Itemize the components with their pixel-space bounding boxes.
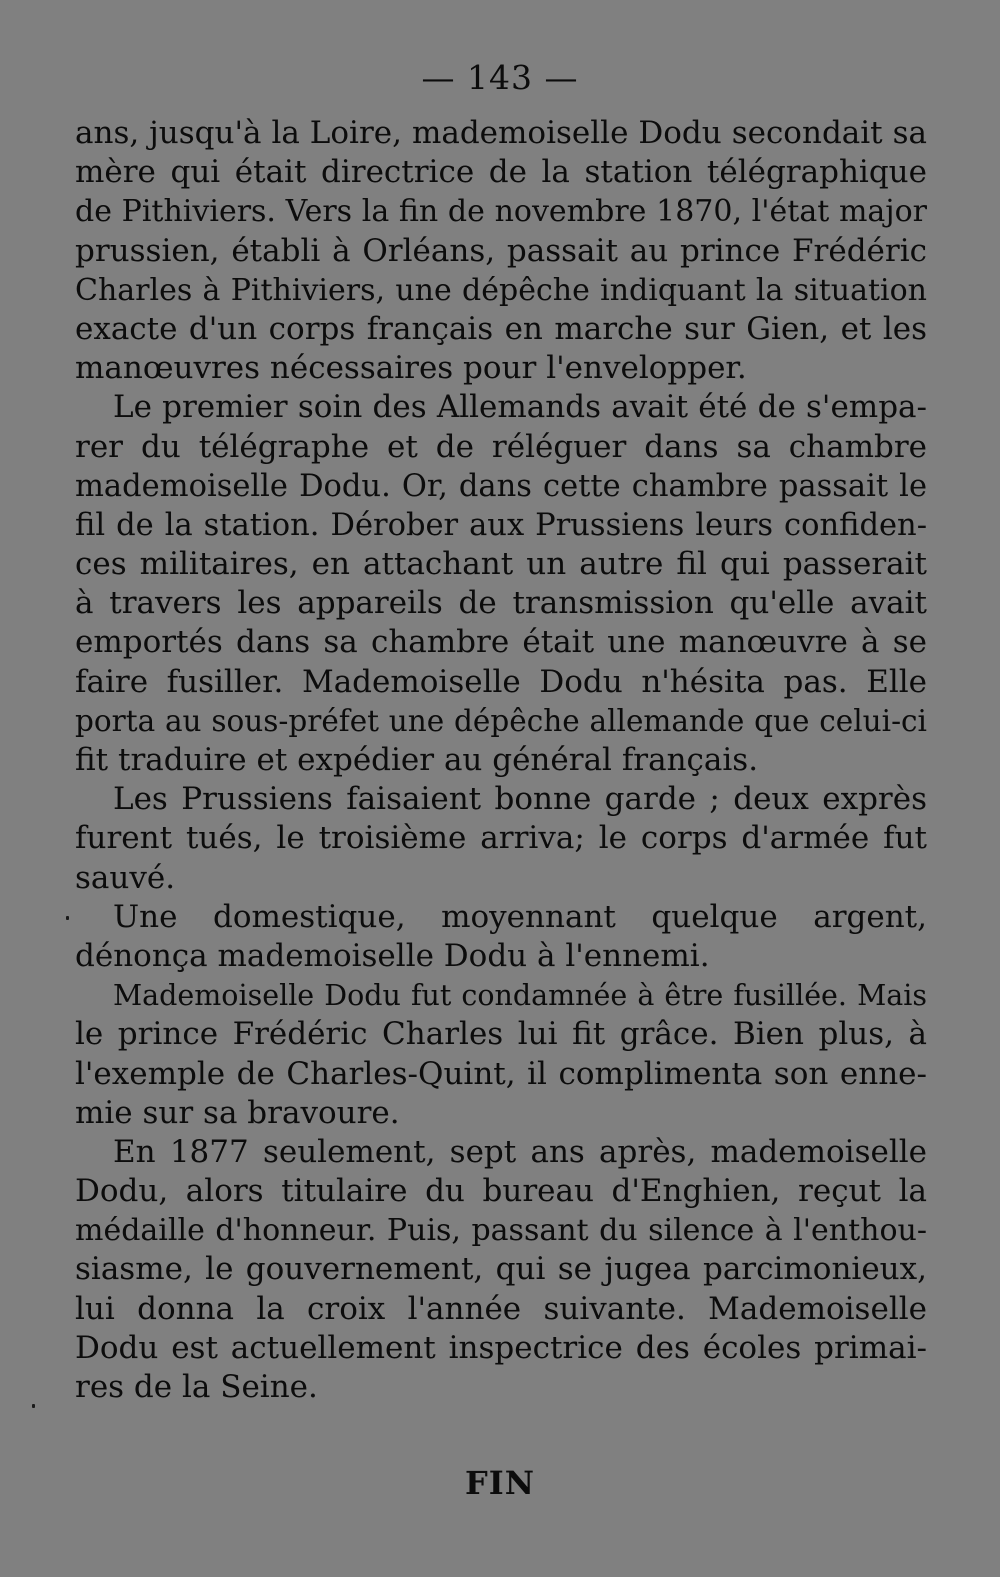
text-line: Le premier soin des Allemands avait été de s'empa- [113,389,927,426]
text-line: manœuvres nécessaires pour l'envelopper. [75,350,747,387]
text-line: Charles à Pithiviers, une dépêche indiquant la situation [75,272,927,308]
page-number: — 143 — [421,58,579,97]
text-line: fil de la station. Dérober aux Prussiens leurs confiden- [75,507,927,543]
text-line: dénonça mademoiselle Dodu à l'ennemi. [75,937,710,974]
text-line: ces militaires, en attachant un autre fil qui passerait [75,546,927,583]
text-line: le prince Frédéric Charles lui fit grâce. Bien plus, à [75,1016,927,1053]
text-line: furent tués, le troisième arriva; le corps d'armée fut [75,820,927,857]
text-line: l'exemple de Charles-Quint, il complimenta son enne- [75,1055,927,1092]
text-line: ans, jusqu'à la Loire, mademoiselle Dodu secondait sa [75,115,927,151]
print-speck [66,916,69,920]
body-text [75,114,927,1407]
text-line: mère qui était directrice de la station télégraphique [75,154,927,191]
end-mark: FIN [465,1464,535,1502]
text-line: mie sur sa bravoure. [75,1094,400,1131]
text-line: lui donna la croix l'année suivante. Mademoiselle [75,1290,927,1327]
text-line: exacte d'un corps français en marche sur Gien, et les [75,310,927,347]
print-speck [32,1404,35,1408]
text-line: sauvé. [75,859,176,896]
text-line: faire fusiller. Mademoiselle Dodu n'hésita pas. Elle [75,663,927,700]
text-line: Une domestique, moyennant quelque argent, [113,898,927,935]
text-line: prussien, établi à Orléans, passait au prince Frédéric [75,232,927,269]
text-line: à travers les appareils de transmission qu'elle avait [75,585,927,622]
text-line: fit traduire et expédier au général français. [75,742,759,778]
text-line: de Pithiviers. Vers la fin de novembre 1870, l'état major [75,194,927,230]
text-line: mademoiselle Dodu. Or, dans cette chambre passait le [75,468,927,504]
text-line: Dodu, alors titulaire du bureau d'Enghien, reçut la [75,1173,927,1210]
text-line: emportés dans sa chambre était une manœuvre à se [75,624,927,661]
text-line: siasme, le gouvernement, qui se jugea parcimonieux, [75,1251,927,1288]
text-line: Les Prussiens faisaient bonne garde ; deux exprès [113,781,927,818]
text-line: porta au sous-préfet une dépêche allemande que celui-ci [75,703,927,738]
text-line: res de la Seine. [75,1369,318,1405]
text-line: médaille d'honneur. Puis, passant du silence à l'enthou- [75,1213,927,1249]
text-line: En 1877 seulement, sept ans après, mademoiselle [113,1133,927,1170]
text-line: rer du télégraphe et de réléguer dans sa chambre [75,428,927,465]
text-line: Mademoiselle Dodu fut condamnée à être fusillée. Mais [113,979,927,1013]
text-line: Dodu est actuellement inspectrice des écoles primai- [75,1329,927,1366]
